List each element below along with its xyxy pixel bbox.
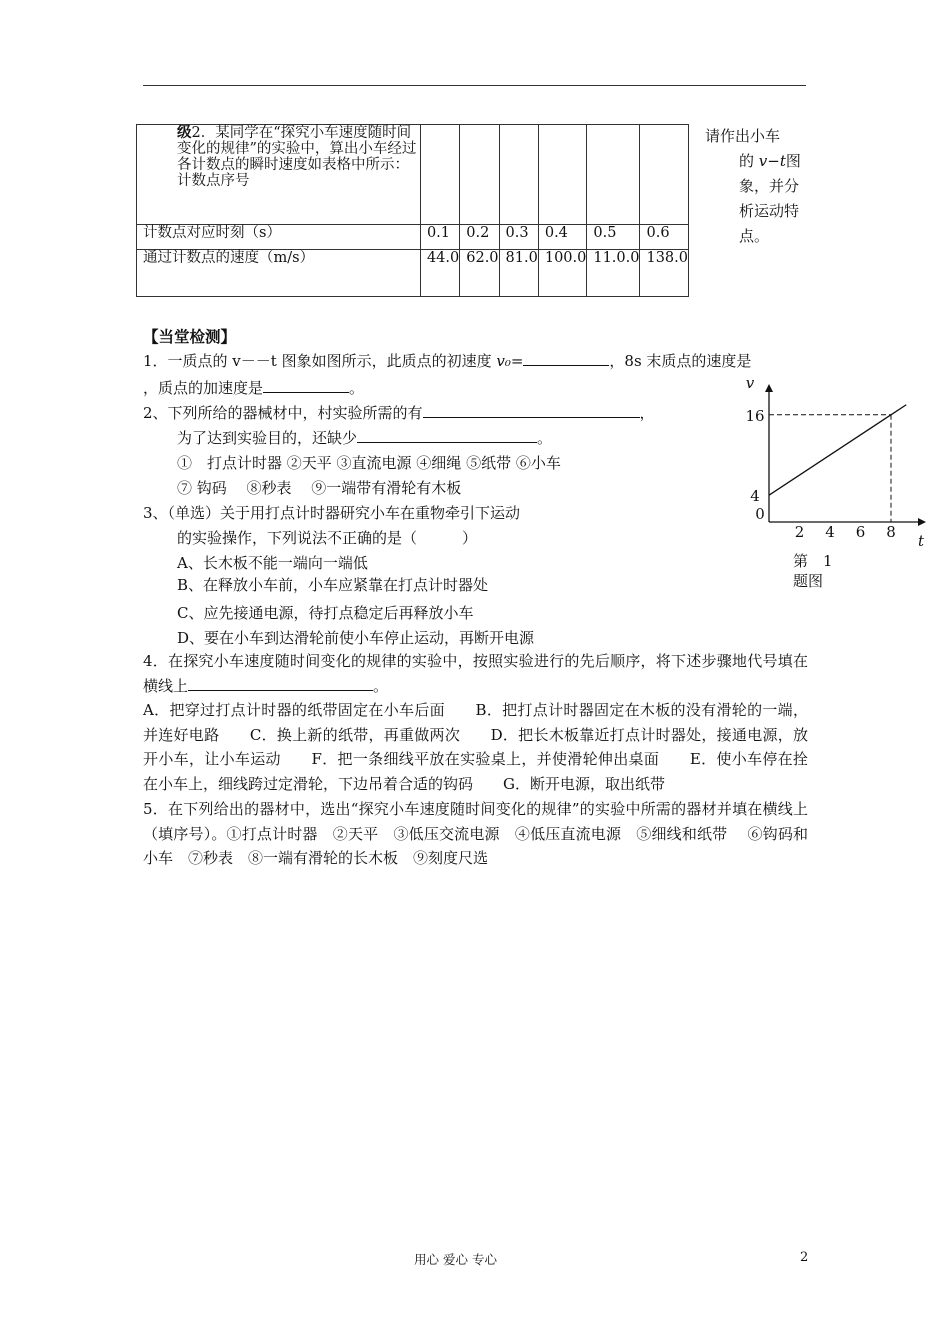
empty-cell	[640, 125, 689, 225]
q3-option-c: C、应先接通电源，待打点稳定后再释放小车	[177, 604, 474, 622]
side-line-2	[705, 149, 815, 174]
q1-blank-1[interactable]	[523, 351, 609, 366]
graph-labels	[745, 374, 925, 550]
speed-cell: 138.0	[640, 250, 689, 297]
q1-blank-2[interactable]	[263, 378, 349, 393]
q2-line-2	[177, 427, 552, 448]
speed-cell: 100.0	[538, 250, 587, 297]
table-row-time	[137, 225, 689, 250]
grade-label: 级	[177, 124, 192, 141]
q2-options-2: ⑦ 钩码 ⑧秒表 ⑨一端带有滑轮有木板	[177, 479, 462, 497]
y-tick-label: 16	[745, 406, 765, 425]
q3-line-2: 的实验操作，下列说法不正确的是（ ）	[177, 529, 478, 547]
time-cell: 0.5	[587, 225, 640, 250]
q5-question: 5．在下列给出的器材中，选出“探究小车速度随时间变化的规律”的实验中所需的器材并填在横线上（填序号）。①打点计时器 ②天平 ③低压交流电源 ④低压直流电源 ⑤细线和纸带 ⑥钩码和小车 ⑦秒表 ⑧一端有滑轮的长木板 ⑨刻度尺选	[143, 800, 808, 867]
caption-line-2: 题图	[793, 572, 824, 590]
empty-cell	[420, 125, 459, 225]
empty-cell	[538, 125, 587, 225]
question-2-text: 2．某同学在“探究小车速度随时间变化的规律”的实验中，算出小车经过各计数点的瞬时速度如表格中所示：计数点序号	[177, 125, 417, 189]
x-tick-label: 4	[825, 523, 835, 541]
speed-cell: 62.0	[460, 250, 499, 297]
empty-cell	[460, 125, 499, 225]
velocity-table	[136, 124, 689, 297]
y-axis-label: v	[745, 374, 755, 392]
graph-guides	[769, 415, 891, 522]
q2-blank-1[interactable]	[423, 403, 640, 418]
vt-graph	[730, 370, 940, 555]
q2-options-1: ① 打点计时器 ②天平 ③直流电源 ④细绳 ⑤纸带 ⑥小车	[177, 454, 561, 472]
table-header-cell	[137, 125, 421, 225]
graph-series	[769, 405, 906, 495]
side-line-2-post: 图	[785, 152, 801, 170]
speed-cell: 81.0	[499, 250, 538, 297]
caption-line-1: 第 1	[793, 552, 833, 570]
q2-line-1	[143, 402, 655, 423]
time-cell: 0.1	[420, 225, 459, 250]
y-axis-arrow	[765, 384, 773, 392]
series-line	[769, 405, 906, 495]
q1-line2-text: ，质点的加速度是	[143, 379, 264, 397]
q4-question	[143, 649, 808, 698]
q3-option-d: D、要在小车到达滑轮前使小车停止运动，再断开电源	[177, 629, 535, 647]
page-number: 2	[800, 1250, 809, 1265]
time-label: 计数点对应时刻（s）	[137, 225, 421, 250]
side-instruction	[705, 124, 815, 249]
time-cell: 0.6	[640, 225, 689, 250]
side-line-1: 请作出小车	[705, 127, 781, 145]
speed-cell: 44.0	[420, 250, 459, 297]
empty-cell	[499, 125, 538, 225]
q3-option-a: A、长木板不能一端向一端低	[177, 554, 368, 572]
figure-caption	[793, 551, 833, 591]
x-tick-label: 6	[855, 523, 866, 541]
side-line-4: 析运动特	[739, 202, 800, 220]
speed-cell: 11.0.0	[587, 250, 640, 297]
q2-line1-text: 2、下列所给的器械材中，村实验所需的有	[143, 404, 423, 422]
time-cell: 0.2	[460, 225, 499, 250]
q4-steps: A．把穿过打点计时器的纸带固定在小车后面 B．把打点计时器固定在木板的没有滑轮的一端，并连好电路 C．换上新的纸带，再重做两次 D．把长木板靠近打点计时器处，接通电源，放开小车，让小车运动 F．把一条细线平放在实验桌上，并使滑轮伸出桌面 E．使小车停在拴在小车上，细线跨过定滑轮，下边吊着合适的钩码 G．断开电源，取出纸带	[143, 701, 808, 793]
q2-line2-end: 。	[537, 429, 553, 447]
side-line-3: 象，并分	[739, 177, 800, 195]
x-axis-label: t	[917, 532, 925, 550]
footer-text: 用心 爱心 专心	[414, 1252, 497, 1267]
section-title: 【当堂检测】	[143, 327, 237, 346]
q2-blank-2[interactable]	[357, 428, 537, 443]
q2-line2-text: 为了达到实验目的，还缺少	[177, 429, 358, 447]
q1-line2-end: 。	[349, 379, 365, 397]
q1-line-1	[143, 350, 751, 371]
x-tick-label: 2	[794, 523, 805, 541]
origin-label: 0	[755, 505, 765, 523]
q2-line1-end: ，	[639, 404, 655, 422]
q1-line-2	[143, 377, 364, 398]
q4-blank[interactable]	[188, 676, 373, 691]
q1-text-b: ，8s 末质点的速度是	[609, 352, 752, 370]
y-tick-label: 4	[750, 487, 760, 506]
q3-option-b: B、在释放小车前，小车应紧靠在打点计时器处	[177, 576, 489, 594]
side-line-5: 点。	[739, 227, 770, 245]
q1-text-a: 1．一质点的 v－－t 图象如图所示，此质点的初速度	[143, 352, 497, 370]
x-tick-label: 8	[886, 523, 896, 541]
q1-v0: v₀=	[496, 352, 524, 370]
header-rule	[143, 85, 806, 86]
speed-label: 通过计数点的速度（m/s）	[137, 250, 421, 297]
q3-line-1: 3、（单选）关于用打点计时器研究小车在重物牵引下运动	[143, 504, 521, 522]
q4-end: 。	[373, 676, 389, 695]
x-axis-arrow	[918, 518, 926, 526]
table-row-speed	[137, 250, 689, 297]
graph-axes	[765, 384, 926, 526]
q4-text: 4．在探究小车速度随时间变化的规律的实验中，按照实验进行的先后顺序，将下述步骤地代号填在横线上	[143, 652, 808, 695]
time-cell: 0.4	[538, 225, 587, 250]
time-cell: 0.3	[499, 225, 538, 250]
empty-cell	[587, 125, 640, 225]
side-line-2-pre: 的	[739, 152, 759, 170]
side-line-2-var: v−t	[758, 152, 786, 170]
